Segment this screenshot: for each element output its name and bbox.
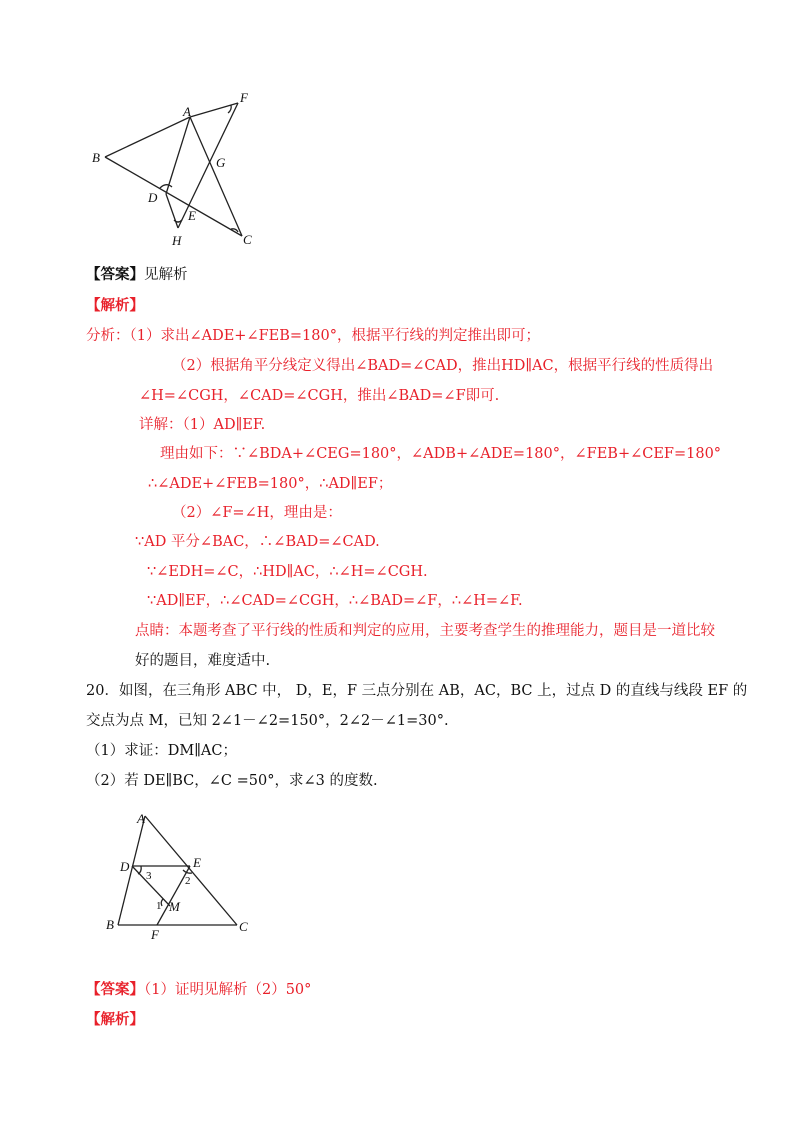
analysis-line-12: 好的题目，难度适中.	[135, 653, 271, 669]
label-b2: B	[106, 917, 114, 932]
angle-3-label: 3	[146, 870, 152, 882]
answer-tag: 【答案】	[86, 266, 144, 283]
label-e: E	[188, 208, 196, 223]
label-e2: E	[193, 855, 201, 870]
label-b: B	[92, 150, 100, 165]
segment-dh	[166, 194, 178, 228]
analysis-line-8: ∵AD 平分∠BAC，∴∠BAD=∠CAD.	[135, 534, 380, 550]
analysis-tag-2: 【解析】	[86, 1011, 144, 1028]
analysis-line-5: 理由如下：∵∠BDA+∠CEG=180°，∠ADB+∠ADE=180°，∠FEB+∠CEF=180°	[160, 446, 722, 462]
segment-ac	[190, 117, 242, 236]
label-d: D	[148, 190, 158, 205]
problem-20-line-2: 交点为点 M，已知 2∠1－∠2=150°，2∠2－∠1=30°.	[86, 713, 449, 729]
label-g: G	[216, 155, 226, 170]
label-f2: F	[151, 927, 159, 940]
figure-1-diagram	[85, 88, 255, 253]
analysis-line-7: （2）∠F=∠H，理由是：	[172, 505, 342, 521]
analysis-tag: 【解析】	[86, 297, 144, 314]
figure-2-diagram	[100, 808, 260, 940]
answer-text-2: （1）证明见解析（2）50°	[144, 982, 312, 998]
label-c: C	[243, 232, 252, 247]
label-m: M	[169, 899, 180, 914]
label-a2: A	[137, 811, 145, 826]
analysis-line-9: ∵∠EDH=∠C，∴HD∥AC，∴∠H=∠CGH.	[147, 564, 428, 580]
segment-fh	[178, 103, 238, 228]
angle-1-label: 1	[156, 900, 162, 912]
problem-20-question-1: （1）求证：DM∥AC；	[86, 743, 237, 759]
label-a: A	[183, 104, 191, 119]
analysis-line-6: ∴∠ADE+∠FEB=180°，∴AD∥EF；	[148, 476, 393, 492]
answer-row-1	[86, 265, 188, 285]
answer-text: 见解析	[144, 267, 188, 283]
analysis-line-10: ∵AD∥EF，∴∠CAD=∠CGH，∴∠BAD=∠F，∴∠H=∠F.	[147, 593, 523, 609]
analysis-line-1: 分析：（1）求出∠ADE+∠FEB=180°，根据平行线的判定推出即可；	[86, 328, 540, 344]
segment-ad	[166, 117, 190, 194]
analysis-line-4: 详解：（1）AD∥EF.	[139, 417, 266, 433]
label-f: F	[240, 90, 248, 105]
angle-2-label: 2	[185, 875, 191, 887]
label-d2: D	[120, 859, 130, 874]
label-c2: C	[239, 919, 248, 934]
analysis-line-2: （2）根据角平分线定义得出∠BAD=∠CAD，推出HD∥AC，根据平行线的性质得出	[172, 358, 714, 374]
analysis-line-3: ∠H=∠CGH，∠CAD=∠CGH，推出∠BAD=∠F即可.	[139, 388, 500, 404]
segment-ba	[105, 117, 190, 157]
answer-row-2	[86, 980, 311, 1000]
problem-20-question-2: （2）若 DE∥BC，∠C =50°，求∠3 的度数.	[86, 773, 378, 789]
problem-20-line-1: 20．如图，在三角形 ABC 中， D，E，F 三点分别在 AB，AC，BC 上，过点 D 的直线与线段 EF 的	[86, 683, 748, 699]
answer-tag-2: 【答案】	[86, 981, 144, 998]
analysis-line-11: 点睛：本题考查了平行线的性质和判定的应用，主要考查学生的推理能力，题目是一道比较	[135, 623, 715, 639]
label-h: H	[172, 233, 182, 248]
